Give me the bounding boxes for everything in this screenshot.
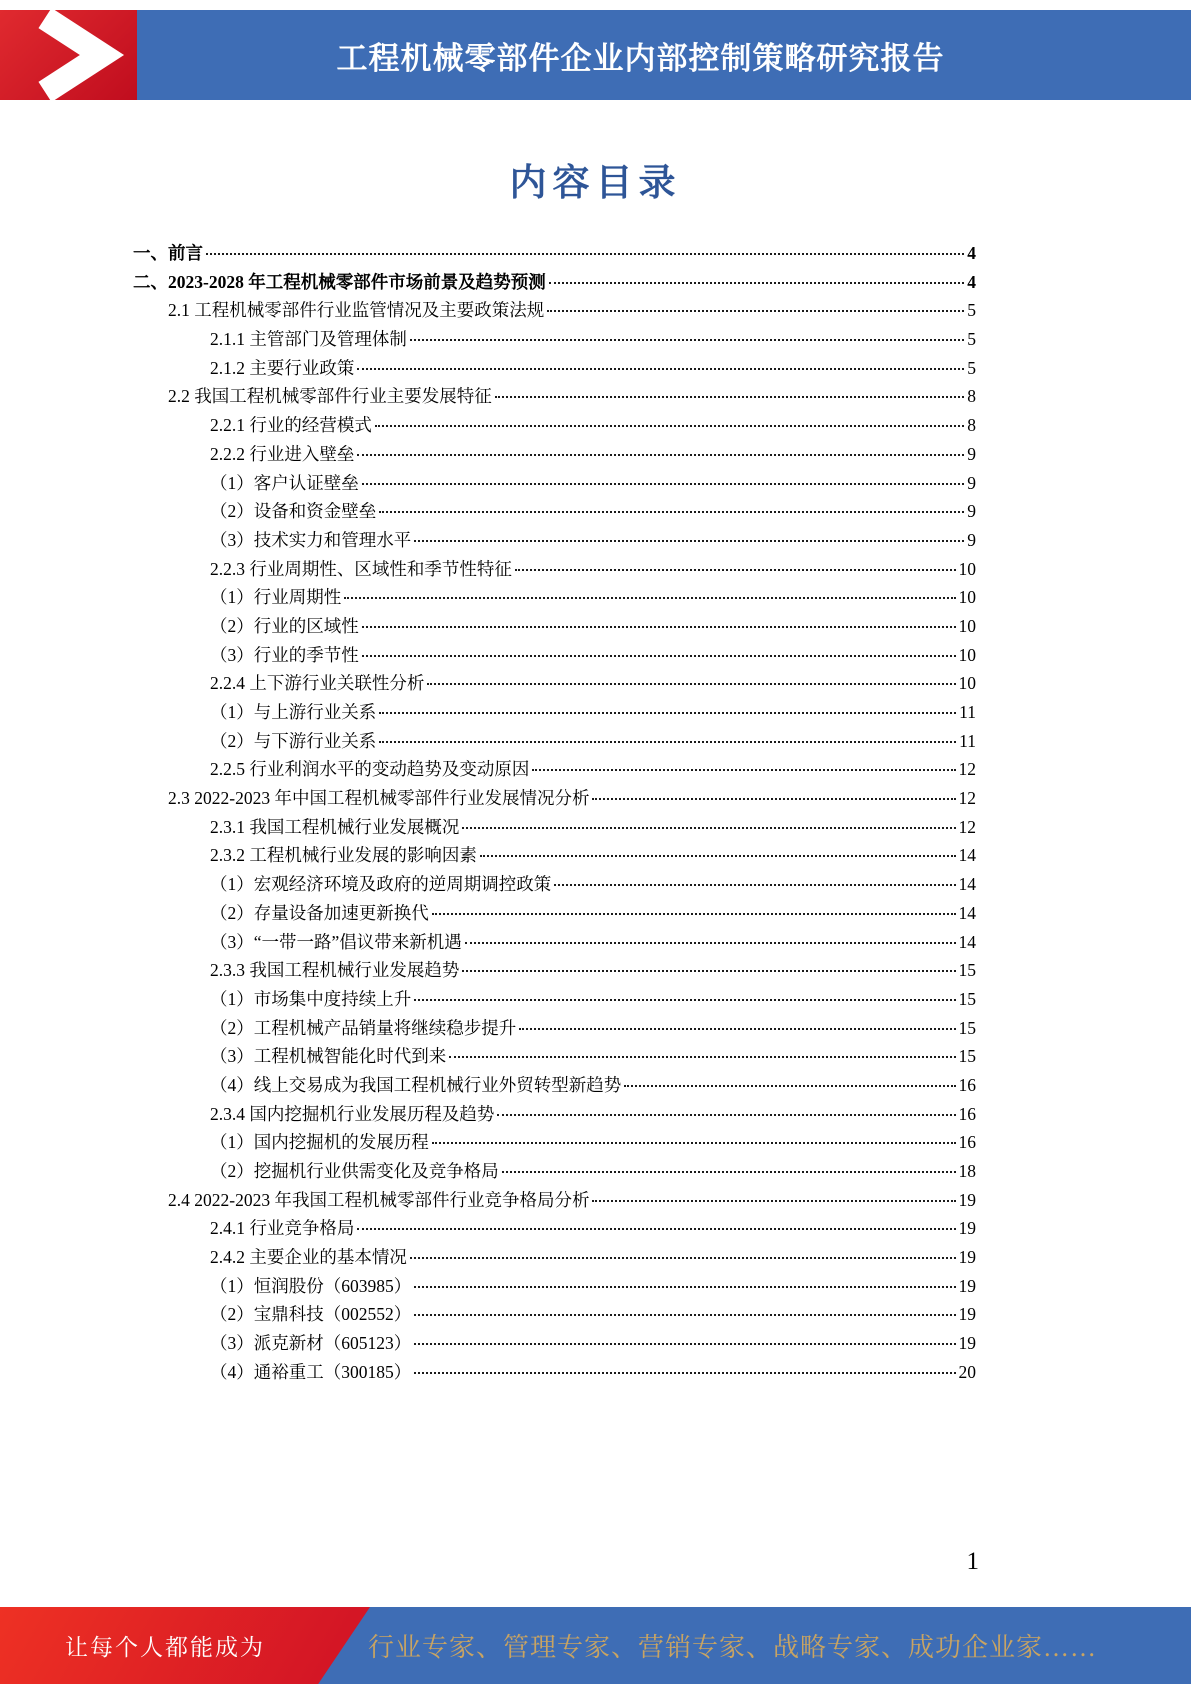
- toc-entry-page: 14: [958, 931, 976, 952]
- toc-entry[interactable]: [133, 842, 976, 871]
- toc-dot-leader: [379, 741, 956, 743]
- toc-entry-label: （1）与上游行业关系: [210, 702, 377, 722]
- toc-entry[interactable]: [133, 1273, 976, 1302]
- toc-entry[interactable]: [133, 785, 976, 814]
- toc-entry-label: 2.1.1 主管部门及管理体制: [210, 329, 407, 350]
- toc-entry-page: 9: [967, 501, 976, 522]
- toc-dot-leader: [344, 597, 955, 599]
- toc-entry-label: 2.3.2 工程机械行业发展的影响因素: [210, 845, 477, 866]
- toc-entry-label: （2）宝鼎科技（002552）: [210, 1304, 412, 1325]
- toc-dot-leader: [414, 1372, 955, 1374]
- toc-entry-label: 2.2 我国工程机械零部件行业主要发展特征: [168, 386, 492, 407]
- toc-entry-label: （3）技术实力和管理水平: [210, 529, 412, 550]
- toc-entry-label: （2）与下游行业关系: [210, 730, 377, 751]
- toc-entry[interactable]: [133, 986, 976, 1015]
- toc-entry-page: 15: [958, 960, 976, 981]
- toc-entry-page: 4: [967, 243, 976, 263]
- toc-entry-page: 20: [958, 1361, 976, 1382]
- toc-entry-label: 2.2.2 行业进入壁垒: [210, 443, 355, 464]
- toc-entry[interactable]: [133, 1015, 976, 1044]
- toc-entry-label: 二、2023-2028 年工程机械零部件市场前景及趋势预测: [133, 271, 546, 292]
- toc-dot-leader: [414, 1286, 955, 1288]
- toc-entry-page: 19: [958, 1275, 976, 1296]
- toc-entry[interactable]: [133, 900, 976, 929]
- toc-entry[interactable]: [133, 871, 976, 900]
- toc-entry[interactable]: [133, 1301, 976, 1330]
- toc-dot-leader: [547, 310, 964, 312]
- toc-entry-page: 10: [958, 644, 976, 665]
- toc-dot-leader: [449, 1056, 955, 1058]
- toc-dot-leader: [414, 1314, 955, 1316]
- toc-entry-label: 2.2.1 行业的经营模式: [210, 415, 372, 436]
- toc-entry-label: 2.2.3 行业周期性、区域性和季节性特征: [210, 558, 512, 579]
- toc-entry[interactable]: [133, 1101, 976, 1130]
- toc-entry-label: （1）客户认证壁垒: [210, 472, 359, 493]
- toc-entry-page: 5: [967, 357, 976, 378]
- toc-dot-leader: [480, 855, 956, 857]
- toc-dot-leader: [357, 454, 964, 456]
- toc-dot-leader: [554, 884, 955, 886]
- toc-dot-leader: [502, 1171, 956, 1173]
- toc-entry-label: （1）行业周期性: [210, 587, 342, 608]
- toc-dot-leader: [462, 827, 955, 829]
- toc-entry-page: 14: [958, 874, 976, 895]
- toc-entry-label: （2）挖掘机行业供需变化及竞争格局: [210, 1161, 499, 1181]
- toc-entry-page: 12: [958, 788, 976, 809]
- toc-entry[interactable]: [133, 1129, 976, 1158]
- toc-entry-label: 2.1 工程机械零部件行业监管情况及主要政策法规: [168, 300, 545, 321]
- toc-dot-leader: [414, 540, 964, 542]
- toc-dot-leader: [357, 368, 964, 370]
- toc-entry-page: 15: [958, 1017, 976, 1038]
- toc-dot-leader: [410, 339, 964, 341]
- toc-dot-leader: [432, 913, 956, 915]
- toc-entry-label: （3）“一带一路”倡议带来新机遇: [210, 931, 462, 952]
- toc-entry-label: （1）宏观经济环境及政府的逆周期调控政策: [210, 874, 552, 895]
- page-number: 1: [966, 1548, 979, 1575]
- toc-entry[interactable]: [133, 1072, 976, 1101]
- toc-entry-page: 19: [958, 1304, 976, 1325]
- toc-entry-label: 2.3 2022-2023 年中国工程机械零部件行业发展情况分析: [168, 788, 590, 809]
- toc-entry[interactable]: [133, 1043, 976, 1072]
- toc-dot-leader: [532, 769, 955, 771]
- toc-entry-page: 11: [959, 730, 976, 751]
- toc-entry[interactable]: [133, 1330, 976, 1359]
- toc-entry-page: 10: [958, 673, 976, 694]
- toc-entry-label: 2.4 2022-2023 年我国工程机械零部件行业竞争格局分析: [168, 1189, 590, 1210]
- toc-dot-leader: [549, 282, 965, 284]
- toc-entry-label: （3）派克新材（605123）: [210, 1333, 412, 1354]
- footer-slogan-right: 行业专家、管理专家、营销专家、战略专家、成功企业家……: [368, 1633, 1098, 1662]
- toc-entry[interactable]: [133, 642, 976, 671]
- toc-entry[interactable]: [133, 383, 976, 412]
- toc-dot-leader: [362, 626, 956, 628]
- toc-entry[interactable]: [133, 527, 976, 556]
- toc-entry[interactable]: [133, 756, 976, 785]
- toc-entry[interactable]: [133, 670, 976, 699]
- toc-entry[interactable]: [133, 1187, 976, 1216]
- toc-dot-leader: [357, 1228, 955, 1230]
- toc-entry-page: 14: [958, 845, 976, 866]
- toc-entry[interactable]: [133, 412, 976, 441]
- toc-entry-page: 18: [958, 1161, 976, 1181]
- toc-entry-label: （2）设备和资金壁垒: [210, 501, 377, 522]
- toc-dot-leader: [495, 396, 965, 398]
- toc-entry-page: 10: [958, 558, 976, 579]
- toc-entry-label: （1）国内挖掘机的发展历程: [210, 1132, 429, 1153]
- page-footer: [0, 1607, 1191, 1684]
- toc-entry-page: 16: [958, 1103, 976, 1124]
- toc-entry-page: 19: [958, 1333, 976, 1354]
- toc-entry[interactable]: [133, 470, 976, 499]
- toc-entry[interactable]: [133, 498, 976, 527]
- toc-entry-label: 2.2.5 行业利润水平的变动趋势及变动原因: [210, 759, 530, 780]
- toc-entry[interactable]: [133, 613, 976, 642]
- toc-entry-page: 15: [958, 1046, 976, 1067]
- toc-entry-page: 16: [958, 1074, 976, 1095]
- toc-entry-label: （3）行业的季节性: [210, 644, 359, 665]
- toc-entry-page: 12: [958, 816, 976, 837]
- toc-entry-page: 5: [967, 329, 976, 350]
- toc-entry-label: 2.4.2 主要企业的基本情况: [210, 1247, 407, 1268]
- toc-entry[interactable]: [133, 355, 976, 384]
- toc-entry-label: （2）行业的区域性: [210, 615, 359, 636]
- toc-entry-page: 9: [967, 529, 976, 550]
- toc-dot-leader: [379, 712, 956, 714]
- toc-dot-leader: [379, 511, 964, 513]
- toc-entry-label: 2.1.2 主要行业政策: [210, 357, 355, 378]
- toc-dot-leader: [432, 1142, 956, 1144]
- toc-entry-page: 8: [967, 386, 976, 407]
- toc-entry-label: 2.3.4 国内挖掘机行业发展历程及趋势: [210, 1103, 495, 1124]
- toc-dot-leader: [519, 1028, 955, 1030]
- toc-dot-leader: [465, 942, 956, 944]
- toc-entry-label: （1）市场集中度持续上升: [210, 988, 412, 1009]
- toc-dot-leader: [592, 1200, 955, 1202]
- toc-entry[interactable]: [133, 814, 976, 843]
- toc-dot-leader: [410, 1257, 956, 1259]
- toc-entry[interactable]: [133, 929, 976, 958]
- toc-entry-page: 9: [967, 472, 976, 493]
- toc-entry[interactable]: [133, 1215, 976, 1244]
- toc-entry-label: 2.3.3 我国工程机械行业发展趋势: [210, 960, 460, 981]
- toc-entry[interactable]: [133, 584, 976, 613]
- toc-entry[interactable]: [133, 1244, 976, 1273]
- toc-dot-leader: [592, 798, 955, 800]
- toc-entry[interactable]: [133, 957, 976, 986]
- toc-dot-leader: [462, 970, 955, 972]
- toc-dot-leader: [624, 1085, 955, 1087]
- toc-entry-page: 10: [958, 615, 976, 636]
- toc-dot-leader: [515, 569, 956, 571]
- toc-entry[interactable]: [133, 728, 976, 757]
- toc-entry[interactable]: [133, 699, 976, 728]
- toc-entry-label: （3）工程机械智能化时代到来: [210, 1046, 447, 1067]
- toc-list: [133, 240, 976, 1388]
- toc-dot-leader: [427, 683, 955, 685]
- toc-entry-label: （1）恒润股份（603985）: [210, 1275, 412, 1296]
- toc-entry-page: 10: [958, 587, 976, 608]
- toc-entry-label: （2）存量设备加速更新换代: [210, 902, 429, 923]
- toc-entry[interactable]: [133, 1158, 976, 1187]
- toc-dot-leader: [414, 1343, 955, 1345]
- toc-entry[interactable]: [133, 269, 976, 298]
- toc-entry-label: （4）通裕重工（300185）: [210, 1361, 412, 1382]
- toc-entry[interactable]: [133, 1359, 976, 1388]
- toc-entry[interactable]: [133, 240, 976, 269]
- toc-entry-page: 19: [958, 1189, 976, 1210]
- report-title: 工程机械零部件企业内部控制策略研究报告: [336, 40, 945, 76]
- toc-entry-page: 19: [958, 1247, 976, 1268]
- toc-entry-page: 15: [958, 988, 976, 1009]
- toc-entry-label: 一、前言: [133, 243, 203, 263]
- toc-entry-page: 8: [967, 415, 976, 436]
- toc-dot-leader: [362, 655, 956, 657]
- toc-dot-leader: [375, 425, 964, 427]
- toc-entry[interactable]: [133, 326, 976, 355]
- toc-entry-page: 11: [959, 702, 976, 722]
- toc-entry-page: 4: [967, 271, 976, 292]
- toc-entry-page: 5: [967, 300, 976, 321]
- toc-dot-leader: [362, 483, 965, 485]
- toc-dot-leader: [414, 999, 955, 1001]
- toc-entry[interactable]: [133, 297, 976, 326]
- toc-heading: 内容目录: [509, 163, 682, 204]
- toc-entry-page: 9: [967, 443, 976, 464]
- toc-entry-page: 12: [958, 759, 976, 780]
- footer-slogan-left: 让每个人都能成为: [65, 1635, 265, 1660]
- toc-entry-page: 19: [958, 1218, 976, 1239]
- toc-entry-page: 14: [958, 902, 976, 923]
- report-header: [0, 10, 1191, 100]
- toc-entry-label: 2.2.4 上下游行业关联性分析: [210, 673, 425, 694]
- toc-entry-label: （2）工程机械产品销量将继续稳步提升: [210, 1017, 517, 1038]
- toc-entry-label: 2.4.1 行业竞争格局: [210, 1218, 355, 1239]
- toc-entry-label: （4）线上交易成为我国工程机械行业外贸转型新趋势: [210, 1074, 622, 1095]
- toc-entry[interactable]: [133, 556, 976, 585]
- toc-dot-leader: [497, 1114, 955, 1116]
- toc-entry[interactable]: [133, 441, 976, 470]
- toc-entry-label: 2.3.1 我国工程机械行业发展概况: [210, 816, 460, 837]
- toc-entry-page: 16: [958, 1132, 976, 1153]
- toc-dot-leader: [206, 253, 964, 255]
